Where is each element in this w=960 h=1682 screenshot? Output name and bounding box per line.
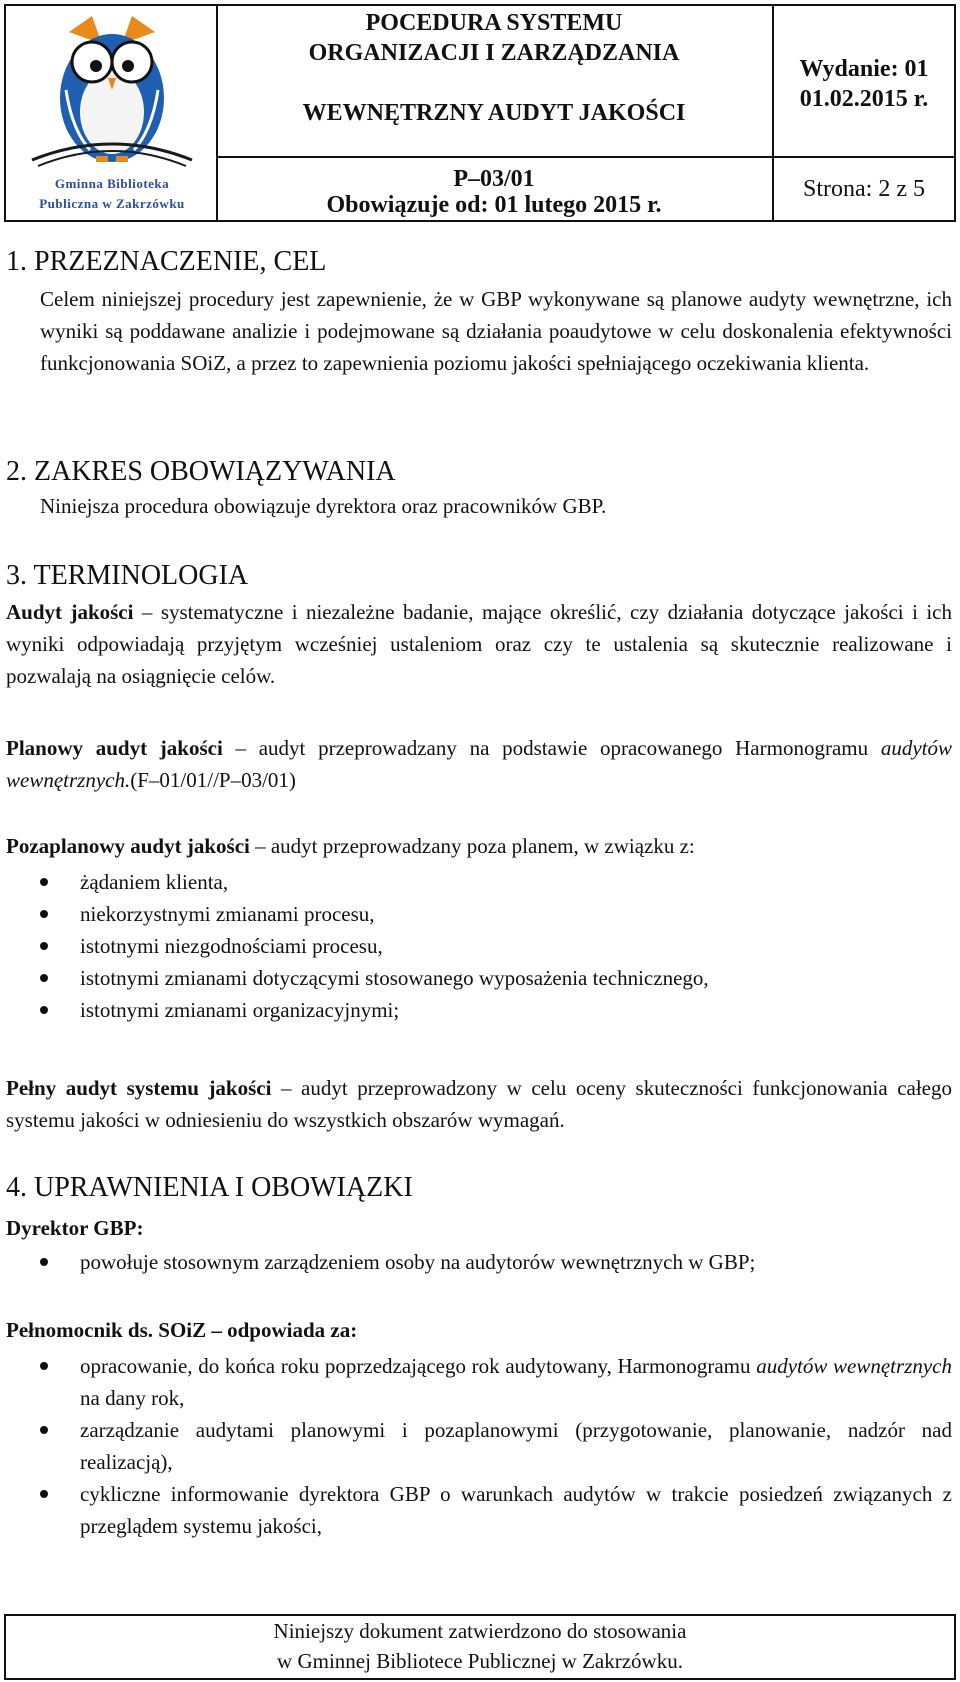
pozaplanowy-list (6, 866, 952, 1026)
term-audyt-jakosci (6, 596, 952, 692)
term-definition: – systematyczne i niezależne badanie, mające określić, czy działania dotyczące jakości i ich wyniki odpowiadają przyjętym wcześniej ustaleniom oraz czy te ustalenia są skutecznie realizowane i pozwalają na osiągnięcie celów. (6, 600, 952, 688)
section-1-heading: 1. PRZEZNACZENIE, CEL (6, 246, 327, 277)
edition-label: Wydanie: 01 (799, 56, 929, 82)
owl-icon (14, 10, 210, 170)
doc-title-line1: POCEDURA SYSTEMU (365, 10, 623, 36)
list-item: powołuje stosownym zarządzeniem osoby na audytorów wewnętrznych w GBP; (6, 1246, 952, 1278)
logo-text-line1: Gminna Biblioteka (54, 176, 170, 191)
doc-title-line2: ORGANIZACJI I ZARZĄDZANIA (308, 40, 680, 66)
bullet-icon (40, 974, 48, 982)
term-definition: – audyt przeprowadzany na podstawie opracowanego Harmonogramu (222, 736, 881, 760)
logo-cell (6, 6, 218, 220)
term-label: Audyt jakości (6, 600, 134, 624)
term-label: Planowy audyt jakości (6, 736, 223, 760)
edition-date: 01.02.2015 r. (799, 86, 929, 112)
logo-text-line2: Publiczna w Zakrzówku (39, 196, 185, 211)
term-planowy-audyt (6, 732, 952, 796)
term-pelny-audyt (6, 1072, 952, 1136)
doc-title-line3: WEWNĘTRZNY AUDYT JAKOŚCI (302, 100, 686, 126)
list-item: istotnymi niezgodnościami procesu, (6, 930, 952, 962)
title-cell (216, 6, 774, 220)
valid-from: Obowiązuje od: 01 lutego 2015 r. (326, 192, 662, 218)
representative-label: Pełnomocnik ds. SOiZ – odpowiada za: (6, 1318, 358, 1342)
director-label: Dyrektor GBP: (6, 1216, 144, 1240)
bullet-icon (40, 1490, 48, 1498)
bullet-icon (40, 942, 48, 950)
bullet-icon (40, 878, 48, 886)
term-label: Pełny audyt systemu jakości (6, 1076, 272, 1100)
list-item: opracowanie, do końca roku poprzedzającego rok audytowany, Harmonogramu audytów wewnętrznych na dany rok, (6, 1350, 952, 1414)
bullet-icon (40, 1006, 48, 1014)
edition-cell (774, 6, 954, 220)
footer-line1: Niniejszy dokument zatwierdzono do stosowania (273, 1619, 687, 1643)
term-pozaplanowy-audyt (6, 830, 952, 862)
procedure-number: P–03/01 (453, 166, 535, 192)
list-item: niekorzystnymi zmianami procesu, (6, 898, 952, 930)
section-4-heading: 4. UPRAWNIENIA I OBOWIĄZKI (6, 1172, 413, 1203)
list-item: istotnymi zmianami organizacyjnymi; (6, 994, 952, 1026)
bullet-icon (40, 1426, 48, 1434)
section-2-heading: 2. ZAKRES OBOWIĄZYWANIA (6, 456, 396, 487)
document-footer (4, 1614, 956, 1680)
list-item: żądaniem klienta, (6, 866, 952, 898)
bullet-icon (40, 1258, 48, 1266)
list-item: cykliczne informowanie dyrektora GBP o warunkach audytów w trakcie posiedzeń związanych z przeglądem systemu jakości, (6, 1478, 952, 1542)
bullet-icon (40, 1362, 48, 1370)
section-3-heading: 3. TERMINOLOGIA (6, 560, 249, 591)
library-logo (14, 10, 210, 216)
term-label: Pozaplanowy audyt jakości (6, 834, 250, 858)
footer-line2: w Gminnej Bibliotece Publicznej w Zakrzówku. (277, 1649, 683, 1673)
form-reference: (F–01/01//P–03/01) (130, 768, 296, 792)
representative-duties-list (6, 1350, 952, 1542)
list-item: zarządzanie audytami planowymi i pozaplanowymi (przygotowanie, planowanie, nadzór nad realizacją), (6, 1414, 952, 1478)
term-definition: – audyt przeprowadzony w celu oceny skuteczności funkcjonowania całego systemu jakości w odniesieniu do wszystkich obszarów wymagań. (6, 1076, 952, 1132)
document-header (4, 4, 956, 222)
term-definition: – audyt przeprowadzany poza planem, w związku z: (249, 834, 695, 858)
page-number: Strona: 2 z 5 (803, 176, 925, 202)
term-italic: audytów wewnętrznych. (6, 736, 952, 792)
section-1-text: Celem niniejszej procedury jest zapewnienie, że w GBP wykonywane są planowe audyty wewnętrzne, ich wyniki są poddawane analizie i podejmowane są działania poaudytowe w celu doskonalenia efektywności funkcjonowania SOiZ, a przez to zapewnienia poziomu jakości spełniającego oczekiwania klienta. (40, 287, 952, 375)
list-item: istotnymi zmianami dotyczącymi stosowanego wyposażenia technicznego, (6, 962, 952, 994)
section-2-text: Niniejsza procedura obowiązuje dyrektora oraz pracowników GBP. (40, 494, 607, 518)
director-duties-list (6, 1246, 952, 1278)
bullet-icon (40, 910, 48, 918)
